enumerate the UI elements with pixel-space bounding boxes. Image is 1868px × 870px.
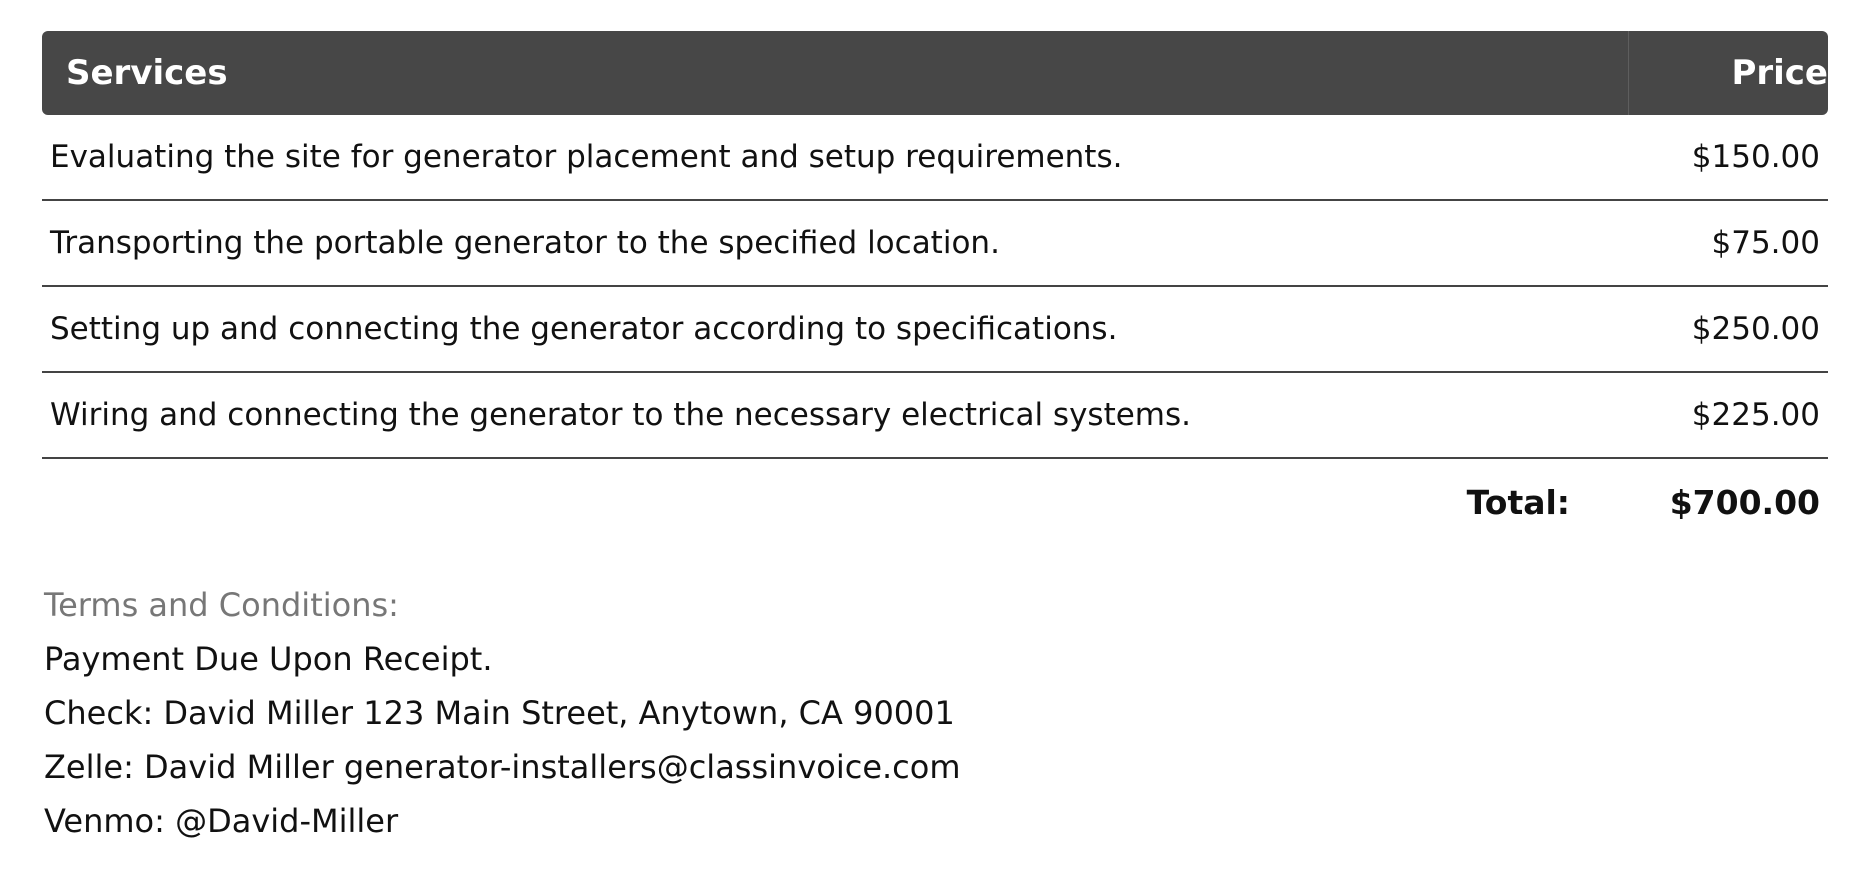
service-description: Transporting the portable generator to the specified location. (50, 225, 1000, 261)
table-row (42, 287, 1828, 373)
table-row (42, 201, 1828, 287)
service-price: $150.00 (1691, 139, 1820, 175)
terms-title: Terms and Conditions: (44, 586, 399, 624)
service-price: $225.00 (1691, 397, 1820, 433)
service-price: $250.00 (1691, 311, 1820, 347)
price-column-header-label: Price (1731, 53, 1828, 93)
service-description: Evaluating the site for generator placement and setup requirements. (50, 139, 1123, 175)
services-column-header: Services (66, 53, 228, 93)
total-row (42, 459, 1828, 545)
check-payment-info: Check: David Miller 123 Main Street, Anytown, CA 90001 (44, 694, 955, 732)
payment-terms: Payment Due Upon Receipt. (44, 640, 493, 678)
service-description: Setting up and connecting the generator according to specifications. (50, 311, 1118, 347)
venmo-payment-info: Venmo: @David-Miller (44, 802, 399, 840)
total-label: Total: (1466, 482, 1570, 522)
total-value: $700.00 (1669, 482, 1820, 522)
table-header (42, 31, 1828, 115)
terms-section (44, 578, 961, 848)
service-price: $75.00 (1711, 225, 1820, 261)
service-description: Wiring and connecting the generator to the necessary electrical systems. (50, 397, 1192, 433)
table-row (42, 115, 1828, 201)
services-table (42, 31, 1828, 545)
price-column-header (1628, 31, 1828, 115)
table-row (42, 373, 1828, 459)
zelle-payment-info: Zelle: David Miller generator-installers@classinvoice.com (44, 748, 961, 786)
